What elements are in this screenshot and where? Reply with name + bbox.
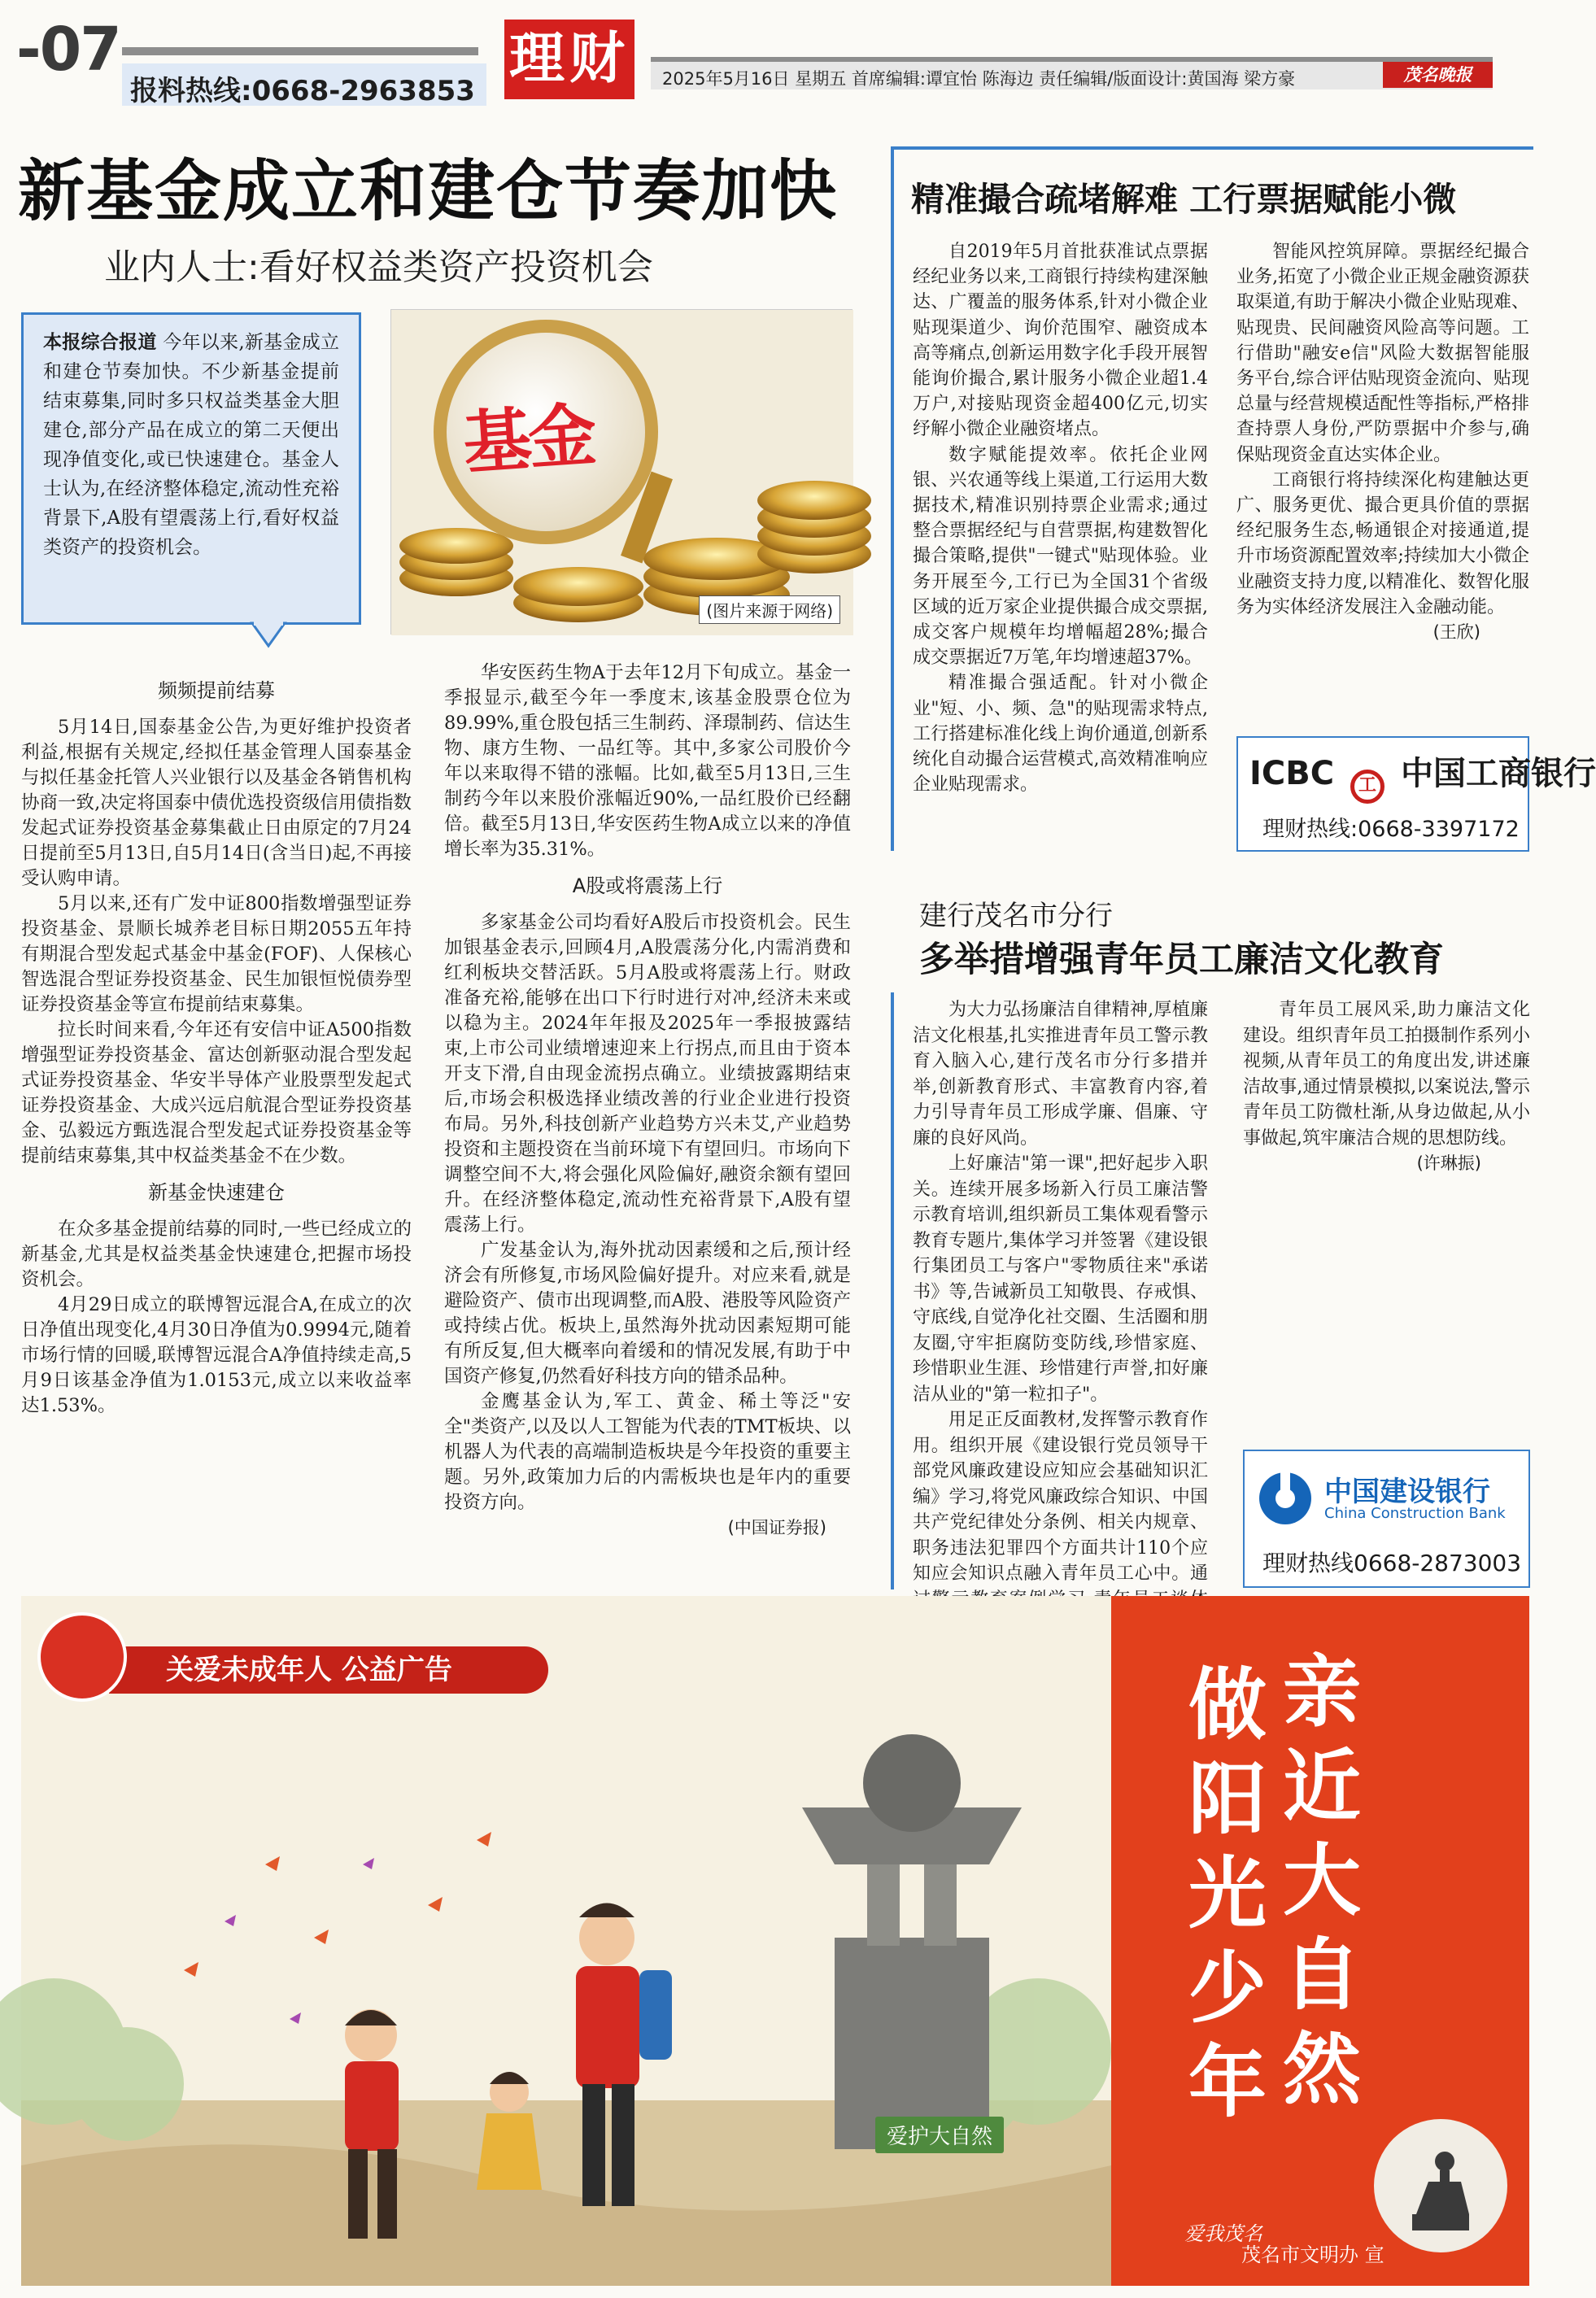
header-rule bbox=[122, 47, 478, 55]
paragraph: 数字赋能提效率。依托企业网银、兴农通等线上渠道,工行运用大数据技术,精准识别持票企业需求;通过整合票据经纪与自营票据,构建数智化撮合策略,提供"一键式"贴现体验。业务开展至今,工行已为全国31个省级区域的近万家企业提供撮合成交票据,成交客户规模年均增幅超28%;撮合成交票据近7万笔,年均增速超37%。 bbox=[913, 444, 1208, 669]
issue-info: 2025年5月16日 星期五 首席编辑:谭宜怡 陈海边 责任编辑/版面设计:黄国海 梁方豪 bbox=[651, 57, 1493, 89]
article-source: (中国证券报) bbox=[727, 1518, 826, 1537]
ccb-logo-en: China Construction Bank bbox=[1324, 1505, 1506, 1522]
paragraph: 精准撮合强适配。针对小微企业"短、小、频、急"的贴现需求特点,工行搭建标准化线上询价通道,创新系统化自动撮合运营模式,高效精准响应企业贴现需求。 bbox=[913, 673, 1208, 796]
ccb-article-column-2 bbox=[1243, 997, 1530, 1177]
paragraph: 金鹰基金认为,军工、黄金、稀土等泛"安全"类资产,以及以人工智能为代表的TMT板块、以机器人为代表的高端制造板块是今年投资的重要主题。另外,政策加力后的内需板块也是年内的重要投资方向。 bbox=[444, 1391, 851, 1513]
lead-tag: 本报综合报道 bbox=[43, 332, 157, 353]
ad-statue-medallion bbox=[1371, 2117, 1510, 2255]
ccb-article-rule bbox=[891, 992, 894, 1589]
paragraph: 在众多基金提前结募的同时,一些已经成立的新基金,尤其是权益类基金快速建仓,把握市场投资机会。 bbox=[21, 1219, 412, 1290]
paragraph: 用足正反面教材,发挥警示教育作用。组织开展《建设银行党员领导干部党风廉政建设应知应会基础知识汇编》学习,将党风廉政综合知识、中国共产党纪律处分条例、相关内规章、职务违法犯罪四个方面共计110个应知应会知识点融入青年员工心中。通 bbox=[913, 1410, 1208, 1584]
fund-illustration bbox=[390, 309, 853, 634]
slogan-char: 近 bbox=[1283, 1741, 1361, 1832]
section-badge: 理财 bbox=[504, 20, 634, 99]
icbc-article-title: 精准撮合疏堵解难 工行票据赋能小微 bbox=[911, 180, 1457, 219]
icbc-logo-en: ICBC bbox=[1249, 755, 1335, 792]
paper-logo: 茂名晚报 bbox=[1383, 62, 1493, 88]
icbc-hotline: 理财热线:0668-3397172 bbox=[1262, 817, 1520, 842]
ccb-logo-cn: 中国建设银行 bbox=[1324, 1476, 1490, 1508]
paragraph: 广发基金认为,海外扰动因素缓和之后,预计经济会有所修复,市场风险偏好提升。对应来看,就是避险资产、债市出现调整,而A股、港股等风险资产或持续占优。板块上,虽然海外扰动因素短期可能有所反复,但大概率向着缓和的情况发展,有助于中国资产修复,仍然看好科技方向的错杀品种。 bbox=[444, 1240, 851, 1387]
ad-badge-icon bbox=[37, 1612, 127, 1702]
section-heading: 频频提前结募 bbox=[158, 679, 275, 702]
ccb-article-kicker: 建行茂名市分行 bbox=[919, 900, 1113, 932]
section-heading: A股或将震荡上行 bbox=[572, 874, 723, 897]
icbc-logo bbox=[1249, 748, 1596, 804]
paragraph: 工商银行将持续深化构建触达更广、服务更优、撮合更具价值的票据经纪服务生态,畅通银企对接通道,提升市场资源配置效率;持续加大小微企业融资支持力度,以精准化、数智化服务为实体经济发展注入金融动能。 bbox=[1236, 469, 1529, 617]
slogan-char: 光 bbox=[1188, 1848, 1267, 1939]
ad-sponsor: 茂名市文明办 宣 bbox=[1241, 2243, 1385, 2266]
paragraph: 5月以来,还有广发中证800指数增强型证券投资基金、景顺长城养老目标日期2055五年持有期混合型发起式基金中基金(FOF)、人保核心智选混合型证券投资基金、民生加银恒悦债券型证券投资基金等宣布提前结束募集。 bbox=[21, 893, 412, 1015]
main-headline: 新基金成立和建仓节奏加快 bbox=[18, 153, 839, 230]
paragraph: 智能风控筑屏障。票据经纪撮合业务,拓宽了小微企业正规金融资源获取渠道,有助于解决小微企业贴现难、贴现贵、民间融资风险高等问题。工行借助"融安e信"风险大数据智能服务平台,综合评估贴现资金流向、贴现总量与经营规模适配性等指标,严格排查持票人身份,严防票据中介参与,确保贴现资金直达实体企业。 bbox=[1236, 242, 1529, 465]
paragraph: 拉长时间来看,今年还有安信中证A500指数增强型证券投资基金、富达创新驱动混合型发起式证券投资基金、华安半导体产业股票型发起式证券投资基金、大成兴远启航混合型证券投资基金、弘毅远方甄选混合型发起式证券投资基金等提前结束募集,其中权益类基金不在少数。 bbox=[21, 1019, 412, 1166]
slogan-char: 亲 bbox=[1283, 1646, 1361, 1738]
ccb-article-title: 多举措增强青年员工廉洁文化教育 bbox=[919, 940, 1444, 980]
ad-stone-label: 爱护大自然 bbox=[875, 2117, 1004, 2153]
main-article-column-1 bbox=[21, 667, 412, 1419]
paragraph: 5月14日,国泰基金公告,为更好维护投资者利益,根据有关规定,经拟任基金管理人国泰基金与拟任基金托管人兴业银行以及基金各销售机构协商一致,决定将国泰中债优选投资级信用债指数发起式证券投资基金募集截止日由原定的7月24日提前至5月13日,自5月14日(含当日)起,不再接受认购申请。 bbox=[21, 717, 412, 889]
slogan-char: 阳 bbox=[1188, 1754, 1267, 1845]
slogan-char: 做 bbox=[1188, 1659, 1267, 1751]
icbc-article-column-1 bbox=[913, 239, 1208, 797]
icbc-logo-cn: 中国工商银行 bbox=[1400, 755, 1596, 792]
lead-box-pointer bbox=[252, 623, 285, 648]
icbc-seal-icon: 工 bbox=[1350, 770, 1385, 804]
article-author: (王欣) bbox=[1432, 622, 1480, 643]
ad-slogan-right bbox=[1277, 1645, 1367, 2117]
slogan-char: 少 bbox=[1188, 1943, 1267, 2034]
paragraph: 自2019年5月首批获准试点票据经纪业务以来,工商银行持续构建深触达、广覆盖的服务体系,针对小微企业贴现渠道少、询价范围窄、融资成本高等痛点,创新运用数字化手段开展智能询价撮合,累计服务小微企业超1.4万户,对接贴现资金超400亿元,切实纾解小微企业融资堵点。 bbox=[913, 242, 1208, 440]
lead-text: 今年以来,新基金成立和建仓节奏加快。不少新基金提前结束募集,同时多只权益类基金大胆建仓,部分产品在成立的第二天便出现净值变化,或已快速建仓。基金人士认为,在经济整体稳定,流动性充裕背景下,A股有望震荡上行,看好权益类资产的投资机会。 bbox=[43, 332, 340, 558]
ad-banner: 关爱未成年人 公益广告 bbox=[109, 1646, 548, 1694]
icbc-article-column-2 bbox=[1236, 239, 1529, 645]
lead-box bbox=[21, 312, 361, 625]
paragraph: 4月29日成立的联博智远混合A,在成立的次日净值出现变化,4月30日净值为0.9994元,随着市场行情的回暖,联博智远混合A净值持续走高,5月9日该基金净值为1.0153元,成立以来收益率达1.53%。 bbox=[21, 1294, 412, 1416]
page-number: -07 bbox=[16, 15, 120, 85]
ad-slogan-left bbox=[1183, 1658, 1272, 2130]
paragraph: 多家基金公司均看好A股后市投资机会。民生加银基金表示,回顾4月,A股震荡分化,内需消费和红利板块交替活跃。5月A股或将震荡上行。财政准备充裕,能够在出口下行时进行对冲,经济未来或以稳为主。2024年年报及2025年一季报披露结束,上市公司业绩增速迎来上行拐点,而且由于资本开支下滑,自由现金流拐点确立。业绩披露期结束后,市场会积极选择业绩改善的行业企业进行投资布局。另外,科技创新产业趋势方兴未艾,产业趋势投资和主题投资在当前环境下有望回归。市场向下调整空间不大,将会强化风险偏好,融资余额有望回升。在经济整体稳定,流动性充裕背景下,A股有望震荡上行。 bbox=[444, 912, 851, 1236]
coins-and-magnifier-illustration bbox=[391, 310, 853, 635]
paragraph: 为大力弘扬廉洁自律精神,厚植廉洁文化根基,扎实推进青年员工警示教育入脑入心,建行茂名市分行多措并举,创新教育形式、丰富教育内容,着力引导青年员工形成学廉、倡廉、守廉的良好风尚。 bbox=[913, 1000, 1208, 1149]
news-hotline: 报料热线:0668-2963853 bbox=[122, 63, 486, 106]
ad-sponsor-badge: 爱我茂名 bbox=[1184, 2222, 1262, 2245]
ccb-logo-icon bbox=[1259, 1472, 1311, 1524]
article-author: (许琳振) bbox=[1416, 1153, 1481, 1173]
public-service-ad bbox=[21, 1596, 1529, 2286]
slogan-char: 大 bbox=[1283, 1835, 1361, 1926]
icbc-ad-card bbox=[1236, 736, 1596, 852]
paragraph: 上好廉洁"第一课",把好起步入职关。连续开展多场新入行员工廉洁警示教育培训,组织新员工集体观看警示教育专题片,集体学习并签署《建设银行集团员工与客户"零物质往来"承诺书》等,告诫新员工知敬畏、存戒惧、守底线,自觉净化社交圈、生活圈和朋友圈,守牢拒腐防变防线,珍惜家庭、珍惜职业生涯、珍惜建行声誉,扣好廉洁从业的"第一粒扣子"。 bbox=[913, 1153, 1208, 1405]
photo-label: 基金 bbox=[460, 395, 596, 484]
main-article-column-2 bbox=[444, 657, 851, 1541]
photo-credit: (图片来源于网络) bbox=[699, 595, 840, 624]
slogan-char: 自 bbox=[1283, 1930, 1361, 2021]
ccb-ad-card bbox=[1243, 1450, 1530, 1588]
paragraph: 青年员工展风采,助力廉洁文化建设。组织青年员工拍摄制作系列小视频,从青年员工的角度出发,讲述廉洁故事,通过情景模拟,以案说法,警示青年员工防微杜渐,从身边做起,从小事做起,筑牢廉洁合规的思想防线。 bbox=[1243, 1000, 1530, 1149]
ccb-logo-glyph bbox=[1259, 1472, 1311, 1524]
main-subheadline: 业内人士:看好权益类资产投资机会 bbox=[104, 246, 653, 288]
slogan-char: 年 bbox=[1188, 2037, 1267, 2128]
ad-scene-illustration bbox=[21, 1596, 1111, 2286]
section-heading: 新基金快速建仓 bbox=[148, 1181, 285, 1204]
paragraph: 华安医药生物A于去年12月下旬成立。基金一季报显示,截至今年一季度末,该基金股票仓位为89.99%,重仓股包括三生制药、泽璟制药、信达生物、康方生物、一品红等。其中,多家公司股价今年以来取得不错的涨幅。比如,截至5月13日,三生制药今年以来股价涨幅近90%,一品红股价已经翻倍。截至5月13日,华安医药生物A成立以来的净值增长率为35.31%。 bbox=[444, 662, 851, 860]
ccb-hotline: 理财热线0668-2873003 bbox=[1262, 1550, 1522, 1576]
slogan-char: 然 bbox=[1283, 2024, 1361, 2115]
